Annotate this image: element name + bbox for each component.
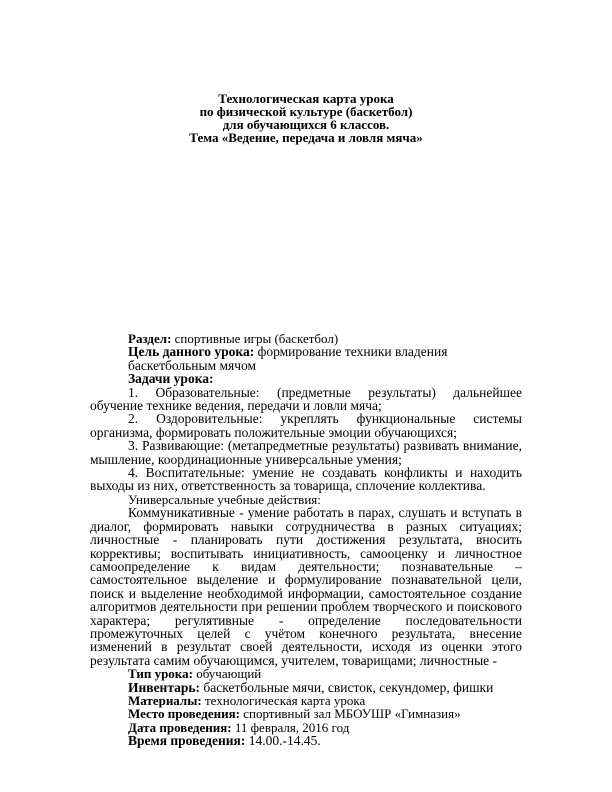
goal-paragraph (90, 345, 522, 372)
section-value: спортивные игры (баскетбол) (171, 331, 339, 346)
tasks-heading: Задачи урока: (128, 371, 214, 387)
title-line-1: Технологическая карта урока (218, 91, 394, 106)
inventory-value: баскетбольные мячи, свисток, секундомер, фишки (200, 679, 494, 695)
materials-label: Материалы: (128, 692, 202, 708)
date-value: 11 февраля, 2016 год (231, 719, 350, 735)
task-educational: 1. Образовательные: (предметные результаты) дальнейшее обучение технике ведения, передачи и ловли мяча; (90, 384, 522, 414)
lesson-type-line (90, 667, 522, 680)
place-line (90, 707, 522, 720)
title-line-4: Тема «Ведение, передача и ловля мяча» (189, 130, 423, 145)
uud-text: Коммуникативные - умение работать в парах, слушать и вступать в диалог, формировать навыки сотрудничества в разных ситуациях; личностные - планировать пути достижения результата, вносить коррективы; воспитывать инициативность, самооценку и личностное самоопределение к видам деятельности; познавательные – самостоятельное выделение и формулирование познавательной цели, поиск и выделение необходимой информации, самостоятельное создание алгоритмов деятельности при решении проблем творческого и поискового характера; регулятивные - определение последовательности промежуточных целей с учётом конечного результата, внесение изменений в результат своей деятельности, исходя из оценки этого результата самим обучающимся, учителем, товарищами; личностные - (90, 505, 522, 668)
goal-label: Цель данного урока: (128, 344, 255, 360)
lesson-type-value: обучающий (192, 666, 262, 682)
task-health: 2. Оздоровительные: укреплять функциональные системы организма, формировать положительные эмоции обучающихся; (90, 411, 522, 440)
title-line-2: по физической культуре (баскетбол) (199, 104, 413, 119)
materials-value: технологическая карта урока (201, 692, 366, 708)
inventory-label: Инвентарь: (128, 679, 201, 695)
place-value: спортивный зал МБОУШР «Гимназия» (239, 706, 461, 722)
title-line-3: для обучающихся 6 классов. (222, 117, 390, 132)
task-developing: 3. Развивающие: (метапредметные результаты) развивать внимание, мышление, координационные универсальные умения; (90, 438, 522, 467)
section-label: Раздел: (128, 331, 172, 346)
time-label: Время проведения: (128, 733, 246, 749)
goal-value: формирование техники владения баскетбольным мячом (128, 344, 448, 373)
place-label: Место проведения: (128, 706, 240, 722)
document-title (100, 92, 512, 144)
time-line (90, 734, 522, 747)
uud-heading: Универсальные учебные действия: (128, 491, 321, 507)
date-line (90, 721, 522, 734)
document-body (90, 332, 522, 748)
lesson-type-label: Тип урока: (128, 666, 193, 682)
inventory-line (90, 681, 522, 694)
section-line (90, 332, 522, 345)
date-label: Дата проведения: (128, 719, 232, 735)
time-value: 14.00.-14.45. (245, 733, 321, 749)
materials-line (90, 694, 522, 707)
task-upbringing: 4. Воспитательные: умение не создавать конфликты и находить выходы из них, ответственность за товарища, сплочение коллектива. (90, 465, 522, 494)
